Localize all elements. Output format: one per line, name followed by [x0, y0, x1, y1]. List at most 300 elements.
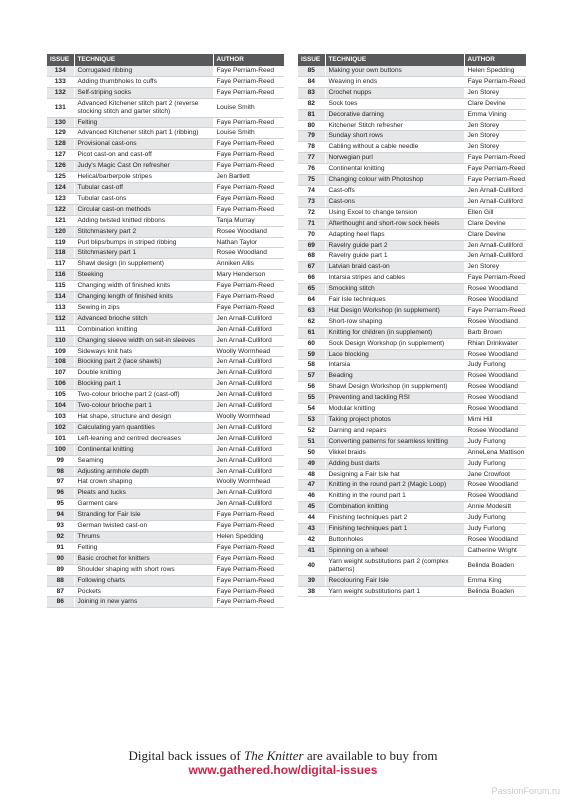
issue-number: 108	[47, 357, 74, 368]
table-row	[298, 76, 526, 87]
technique-name: Shoulder shaping with short rows	[74, 564, 213, 575]
table-row	[47, 237, 284, 248]
issue-number: 63	[298, 305, 325, 316]
issue-number: 76	[298, 164, 325, 175]
author-name: Faye Perriam-Reed	[213, 182, 284, 193]
author-name: Rosee Woodland	[464, 284, 526, 295]
table-row	[298, 120, 526, 131]
issue-number: 124	[47, 182, 74, 193]
author-name: Rosee Woodland	[464, 480, 526, 491]
issue-number: 102	[47, 422, 74, 433]
author-name: Judy Furlong	[464, 513, 526, 524]
issue-number: 107	[47, 368, 74, 379]
issue-number: 92	[47, 531, 74, 542]
technique-name: Two-colour brioche part 1	[74, 401, 213, 412]
table-header-row	[47, 54, 284, 66]
issue-number: 128	[47, 139, 74, 150]
issue-number: 129	[47, 128, 74, 139]
author-name: Barb Brown	[464, 327, 526, 338]
table-row	[298, 305, 526, 316]
author-name: Anniken Allis	[213, 259, 284, 270]
technique-name: Advanced Kitchener stitch part 2 (reverse stocking stitch and garter stitch)	[74, 98, 213, 117]
technique-name: Norwegian purl	[325, 153, 464, 164]
author-name: Faye Perriam-Reed	[464, 273, 526, 284]
author-name: Rosee Woodland	[213, 248, 284, 259]
issue-number: 47	[298, 480, 325, 491]
table-row	[298, 556, 526, 575]
issue-number: 126	[47, 161, 74, 172]
table-row	[47, 499, 284, 510]
technique-name: Cast-ons	[325, 196, 464, 207]
table-row	[47, 161, 284, 172]
issue-number: 56	[298, 382, 325, 393]
issue-number: 111	[47, 324, 74, 335]
author-name: Rosee Woodland	[464, 393, 526, 404]
table-row	[47, 357, 284, 368]
issue-number: 80	[298, 120, 325, 131]
author-name: Faye Perriam-Reed	[213, 510, 284, 521]
technique-name: Provisional cast-ons	[74, 139, 213, 150]
author-name: Clare Devine	[464, 229, 526, 240]
watermark: PassionForum.ru	[491, 786, 560, 796]
table-row	[298, 513, 526, 524]
footer-prefix: Digital back issues of	[128, 748, 245, 763]
author-name: Rosee Woodland	[213, 226, 284, 237]
table-row	[298, 371, 526, 382]
issue-number: 77	[298, 153, 325, 164]
table-row	[47, 150, 284, 161]
issue-number: 133	[47, 76, 74, 87]
technique-name: Smocking stitch	[325, 284, 464, 295]
table-row	[298, 338, 526, 349]
issue-header: ISSUE	[47, 54, 74, 66]
technique-name: Short-row shaping	[325, 316, 464, 327]
technique-name: Tubular cast-ons	[74, 193, 213, 204]
table-row	[47, 368, 284, 379]
author-name: Faye Perriam-Reed	[464, 305, 526, 316]
table-row	[47, 204, 284, 215]
table-row	[47, 270, 284, 281]
table-row	[47, 510, 284, 521]
table-row	[47, 335, 284, 346]
author-name: Judy Furlong	[464, 458, 526, 469]
issue-number: 66	[298, 273, 325, 284]
table-row	[298, 502, 526, 513]
technique-name: Sideways knit hats	[74, 346, 213, 357]
technique-name: Converting patterns for seamless knitting	[325, 436, 464, 447]
issue-number: 41	[298, 545, 325, 556]
author-name: Jen Storey	[464, 262, 526, 273]
table-row	[298, 469, 526, 480]
issue-number: 94	[47, 510, 74, 521]
table-row	[47, 117, 284, 128]
technique-name: Vikkel braids	[325, 447, 464, 458]
author-name: Faye Perriam-Reed	[213, 542, 284, 553]
author-name: Faye Perriam-Reed	[213, 87, 284, 98]
technique-name: Joining in new yarns	[74, 597, 213, 608]
author-name: Faye Perriam-Reed	[213, 302, 284, 313]
author-name: Jen Arnall-Culliford	[213, 313, 284, 324]
table-row	[298, 327, 526, 338]
issue-number: 100	[47, 444, 74, 455]
table-row	[298, 164, 526, 175]
issue-number: 59	[298, 349, 325, 360]
table-row	[298, 142, 526, 153]
table-row	[47, 379, 284, 390]
table-row	[298, 545, 526, 556]
author-name: Woolly Wormhead	[213, 412, 284, 423]
table-row	[298, 524, 526, 535]
table-row	[298, 109, 526, 120]
issue-number: 42	[298, 534, 325, 545]
author-name: Rhian Drinkwater	[464, 338, 526, 349]
author-name: Mimi Hill	[464, 415, 526, 426]
table-row	[298, 436, 526, 447]
technique-name: Cabling without a cable needle	[325, 142, 464, 153]
table-row	[47, 597, 284, 608]
author-name: Mary Henderson	[213, 270, 284, 281]
issue-number: 114	[47, 292, 74, 303]
issue-number: 40	[298, 556, 325, 575]
author-name: Faye Perriam-Reed	[213, 553, 284, 564]
table-row	[47, 226, 284, 237]
table-row	[298, 382, 526, 393]
issue-number: 51	[298, 436, 325, 447]
author-name: Jen Arnall-Culliford	[213, 335, 284, 346]
right-table	[298, 54, 526, 597]
issue-number: 109	[47, 346, 74, 357]
issue-number: 60	[298, 338, 325, 349]
technique-name: Recolouring Fair Isle	[325, 575, 464, 586]
table-row	[47, 466, 284, 477]
issue-number: 87	[47, 586, 74, 597]
table-row	[298, 575, 526, 586]
issue-number: 62	[298, 316, 325, 327]
issue-number: 43	[298, 524, 325, 535]
issue-number: 125	[47, 172, 74, 183]
technique-name: Fair Isle techniques	[325, 295, 464, 306]
table-row	[298, 66, 526, 76]
issue-number: 88	[47, 575, 74, 586]
author-name: Jen Arnall-Culliford	[213, 422, 284, 433]
table-row	[298, 534, 526, 545]
author-name: Nathan Taylor	[213, 237, 284, 248]
issue-number: 57	[298, 371, 325, 382]
technique-name: Steeking	[74, 270, 213, 281]
issue-number: 52	[298, 425, 325, 436]
technique-name: Spinning on a wheel	[325, 545, 464, 556]
technique-name: Sock toes	[325, 98, 464, 109]
table-row	[298, 458, 526, 469]
table-row	[47, 87, 284, 98]
table-row	[298, 273, 526, 284]
table-row	[47, 553, 284, 564]
author-name: Jen Arnall-Culliford	[213, 379, 284, 390]
technique-name: Buttonholes	[325, 534, 464, 545]
author-header: AUTHOR	[213, 54, 284, 66]
table-row	[47, 259, 284, 270]
table-row	[47, 477, 284, 488]
author-name: Helen Spedding	[464, 66, 526, 76]
issue-number: 99	[47, 455, 74, 466]
issue-number: 72	[298, 207, 325, 218]
technique-name: Seaming	[74, 455, 213, 466]
issue-number: 38	[298, 586, 325, 597]
table-row	[298, 251, 526, 262]
issue-number: 53	[298, 415, 325, 426]
author-name: Faye Perriam-Reed	[464, 175, 526, 186]
issue-number: 132	[47, 87, 74, 98]
issue-number: 97	[47, 477, 74, 488]
table-row	[47, 586, 284, 597]
author-name: Jen Arnall-Culliford	[464, 185, 526, 196]
technique-name: Felting	[74, 117, 213, 128]
author-name: Faye Perriam-Reed	[213, 193, 284, 204]
author-name: Jane Crowfoot	[464, 469, 526, 480]
technique-name: Continental knitting	[325, 164, 464, 175]
author-name: Jen Storey	[464, 131, 526, 142]
technique-name: Advanced brioche stitch	[74, 313, 213, 324]
issue-number: 116	[47, 270, 74, 281]
table-row	[47, 521, 284, 532]
left-table	[47, 54, 284, 608]
table-row	[47, 182, 284, 193]
magazine-name: The Knitter	[244, 748, 304, 763]
table-row	[298, 404, 526, 415]
issue-number: 90	[47, 553, 74, 564]
table-row	[47, 575, 284, 586]
table-row	[47, 564, 284, 575]
technique-name: Using Excel to change tension	[325, 207, 464, 218]
table-row	[47, 455, 284, 466]
issue-number: 67	[298, 262, 325, 273]
issue-number: 134	[47, 66, 74, 76]
issue-number: 64	[298, 295, 325, 306]
technique-name: Preventing and tackling RSI	[325, 393, 464, 404]
table-row	[298, 491, 526, 502]
issue-number: 84	[298, 76, 325, 87]
technique-name: Changing sleeve width on set-in sleeves	[74, 335, 213, 346]
technique-name: Tubular cast-off	[74, 182, 213, 193]
technique-name: Finishing techniques part 1	[325, 524, 464, 535]
author-name: Rosee Woodland	[464, 491, 526, 502]
author-name: Faye Perriam-Reed	[464, 153, 526, 164]
technique-name: Knitting in the round part 1	[325, 491, 464, 502]
issue-number: 49	[298, 458, 325, 469]
technique-name: Lace blocking	[325, 349, 464, 360]
table-row	[298, 349, 526, 360]
technique-name: Stitchmastery part 2	[74, 226, 213, 237]
author-name: Faye Perriam-Reed	[213, 597, 284, 608]
issue-number: 69	[298, 240, 325, 251]
technique-name: Adding bust darts	[325, 458, 464, 469]
issue-number: 65	[298, 284, 325, 295]
author-name: Catherine Wright	[464, 545, 526, 556]
technique-name: Thrums	[74, 531, 213, 542]
technique-name: Hat shape, structure and design	[74, 412, 213, 423]
technique-name: Stranding for Fair Isle	[74, 510, 213, 521]
issue-number: 112	[47, 313, 74, 324]
technique-name: Blocking part 2 (lace shawls)	[74, 357, 213, 368]
author-name: Rosee Woodland	[464, 404, 526, 415]
author-name: Rosee Woodland	[464, 349, 526, 360]
issue-number: 113	[47, 302, 74, 313]
table-row	[298, 586, 526, 597]
author-name: Faye Perriam-Reed	[213, 117, 284, 128]
author-name: Jen Storey	[464, 120, 526, 131]
table-row	[47, 98, 284, 117]
issue-number: 73	[298, 196, 325, 207]
issue-number: 46	[298, 491, 325, 502]
table-row	[47, 542, 284, 553]
issue-number: 39	[298, 575, 325, 586]
table-row	[298, 262, 526, 273]
author-name: Faye Perriam-Reed	[213, 150, 284, 161]
author-name: Ellen Gill	[464, 207, 526, 218]
issue-number: 122	[47, 204, 74, 215]
issue-number: 78	[298, 142, 325, 153]
issue-number: 123	[47, 193, 74, 204]
technique-name: Making your own buttons	[325, 66, 464, 76]
table-row	[47, 324, 284, 335]
author-name: Rosee Woodland	[464, 425, 526, 436]
technique-name: Knitting for children (in supplement)	[325, 327, 464, 338]
technique-name: Yarn weight substitutions part 2 (complex patterns)	[325, 556, 464, 575]
technique-name: Garment care	[74, 499, 213, 510]
table-row	[298, 393, 526, 404]
issue-number: 131	[47, 98, 74, 117]
issue-number: 74	[298, 185, 325, 196]
technique-name: Combination knitting	[74, 324, 213, 335]
table-row	[298, 98, 526, 109]
table-row	[298, 240, 526, 251]
technique-name: Advanced Kitchener stitch part 1 (ribbing)	[74, 128, 213, 139]
technique-name: Ravelry guide part 1	[325, 251, 464, 262]
author-name: Faye Perriam-Reed	[213, 292, 284, 303]
issue-number: 118	[47, 248, 74, 259]
technique-name: Cast-offs	[325, 185, 464, 196]
technique-name: Helical/barberpole stripes	[74, 172, 213, 183]
digital-issues-link[interactable]: www.gathered.how/digital-issues	[188, 763, 378, 777]
issue-number: 91	[47, 542, 74, 553]
technique-name: Picot cast-on and cast-off	[74, 150, 213, 161]
issue-number: 70	[298, 229, 325, 240]
technique-name: German twisted cast-on	[74, 521, 213, 532]
technique-name: Hat crown shaping	[74, 477, 213, 488]
technique-name: Sunday short rows	[325, 131, 464, 142]
technique-name: Following charts	[74, 575, 213, 586]
author-name: Helen Spedding	[213, 531, 284, 542]
table-row	[298, 360, 526, 371]
table-row	[298, 316, 526, 327]
table-row	[47, 531, 284, 542]
author-name: Annie Modesitt	[464, 502, 526, 513]
issue-number: 89	[47, 564, 74, 575]
technique-name: Taking project photos	[325, 415, 464, 426]
author-name: Rosee Woodland	[464, 534, 526, 545]
technique-name: Intarsia stripes and cables	[325, 273, 464, 284]
table-row	[47, 422, 284, 433]
table-row	[47, 66, 284, 76]
technique-name: Double knitting	[74, 368, 213, 379]
technique-name: Combination knitting	[325, 502, 464, 513]
issue-number: 105	[47, 390, 74, 401]
issue-number: 106	[47, 379, 74, 390]
technique-name: Stitchmastery part 1	[74, 248, 213, 259]
technique-name: Knitting in the round part 2 (Magic Loop)	[325, 480, 464, 491]
table-row	[298, 284, 526, 295]
table-row	[47, 401, 284, 412]
author-name: Rosee Woodland	[464, 382, 526, 393]
technique-name: Decorative darning	[325, 109, 464, 120]
issue-number: 61	[298, 327, 325, 338]
table-row	[47, 193, 284, 204]
table-row	[298, 425, 526, 436]
technique-name: Ravelry guide part 2	[325, 240, 464, 251]
table-row	[47, 215, 284, 226]
author-name: Faye Perriam-Reed	[213, 139, 284, 150]
author-name: Faye Perriam-Reed	[213, 161, 284, 172]
issue-number: 93	[47, 521, 74, 532]
issue-number: 127	[47, 150, 74, 161]
author-name: Faye Perriam-Reed	[464, 164, 526, 175]
technique-name: Sock Design Workshop (in supplement)	[325, 338, 464, 349]
table-row	[298, 218, 526, 229]
author-name: Faye Perriam-Reed	[213, 204, 284, 215]
table-row	[47, 292, 284, 303]
author-name: Faye Perriam-Reed	[213, 564, 284, 575]
author-name: Jen Storey	[464, 87, 526, 98]
author-name: Rosee Woodland	[464, 316, 526, 327]
issue-number: 130	[47, 117, 74, 128]
table-header-row	[298, 54, 526, 66]
technique-name: Adjusting armhole depth	[74, 466, 213, 477]
issue-number: 85	[298, 66, 325, 76]
author-name: Clare Devine	[464, 98, 526, 109]
footer-suffix: are available to buy from	[303, 748, 438, 763]
technique-name: Shawl Design Workshop (in supplement)	[325, 382, 464, 393]
author-name: Judy Furlong	[464, 436, 526, 447]
author-name: Woolly Wormhead	[213, 477, 284, 488]
table-row	[47, 433, 284, 444]
table-row	[298, 153, 526, 164]
author-name: Jen Arnall-Culliford	[464, 251, 526, 262]
footer-note	[0, 748, 566, 764]
technique-name: Felting	[74, 542, 213, 553]
issue-number: 54	[298, 404, 325, 415]
issue-number: 96	[47, 488, 74, 499]
technique-name: Adding thumbholes to cuffs	[74, 76, 213, 87]
technique-name: Pleats and tucks	[74, 488, 213, 499]
issue-number: 95	[47, 499, 74, 510]
technique-name: Purl blips/bumps in striped ribbing	[74, 237, 213, 248]
technique-name: Changing length of finished knits	[74, 292, 213, 303]
technique-name: Intarsia	[325, 360, 464, 371]
technique-name: Pockets	[74, 586, 213, 597]
table-row	[47, 76, 284, 87]
technique-name: Sewing in zips	[74, 302, 213, 313]
table-row	[298, 131, 526, 142]
author-name: Judy Furlong	[464, 524, 526, 535]
author-name: Emma King	[464, 575, 526, 586]
author-name: Faye Perriam-Reed	[213, 521, 284, 532]
author-name: Faye Perriam-Reed	[213, 281, 284, 292]
issue-number: 104	[47, 401, 74, 412]
author-name: Judy Furlong	[464, 360, 526, 371]
author-name: Jen Arnall-Culliford	[213, 499, 284, 510]
author-name: AnneLena Mattison	[464, 447, 526, 458]
author-name: Faye Perriam-Reed	[213, 76, 284, 87]
